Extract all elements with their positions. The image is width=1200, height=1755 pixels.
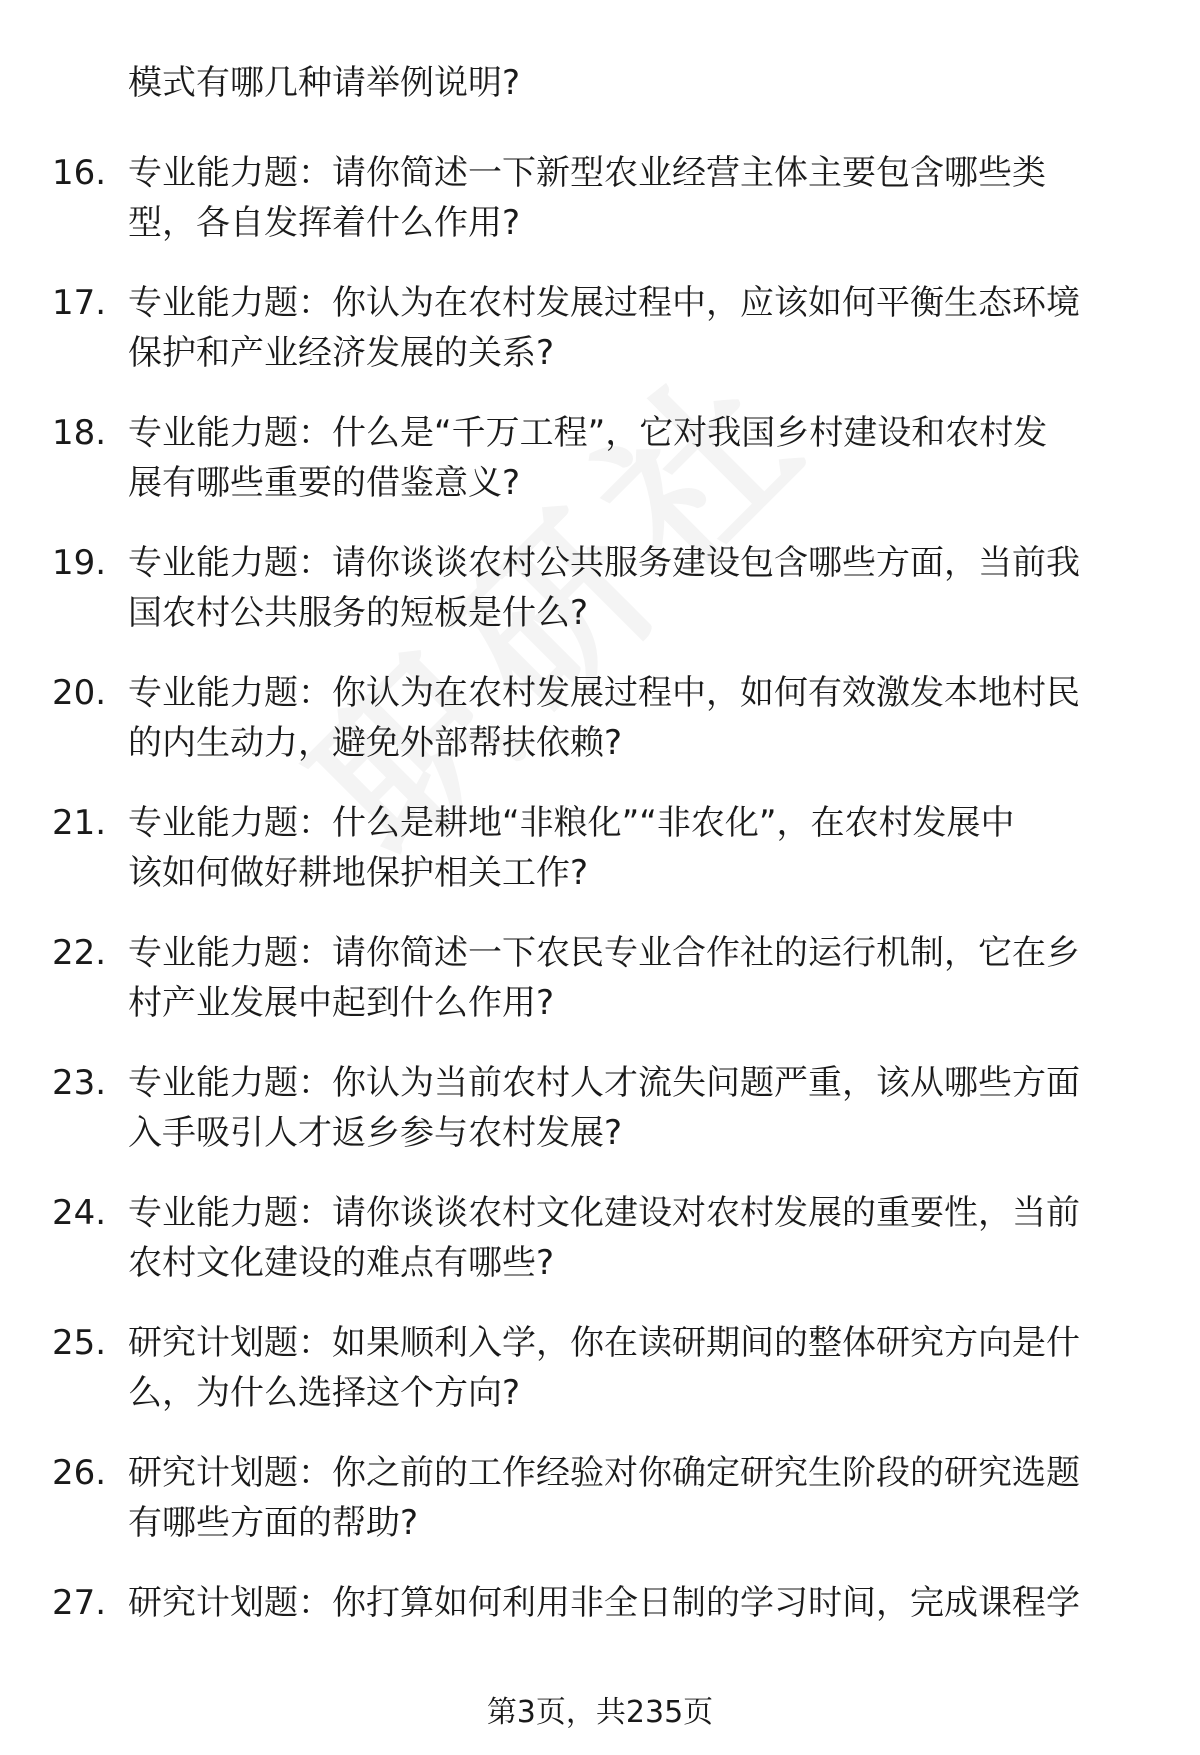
question-text-line: 专业能力题：请你谈谈农村文化建设对农村发展的重要性，当前	[128, 1193, 1080, 1233]
question-number: 27.	[52, 1583, 107, 1623]
question-number: 24.	[52, 1193, 107, 1233]
question-text-line: 展有哪些重要的借鉴意义?	[128, 463, 521, 503]
question-item	[0, 538, 1200, 668]
question-text-line: 村产业发展中起到什么作用?	[128, 983, 555, 1023]
question-item	[0, 1578, 1200, 1708]
question-text-line: 农村文化建设的难点有哪些?	[128, 1243, 555, 1283]
question-text-line: 专业能力题：你认为当前农村人才流失问题严重，该从哪些方面	[128, 1063, 1080, 1103]
question-item	[0, 668, 1200, 798]
question-text	[128, 1188, 1138, 1288]
question-text-line: 研究计划题：你打算如何利用非全日制的学习时间，完成课程学	[128, 1583, 1080, 1623]
question-item	[0, 1058, 1200, 1188]
question-number: 26.	[52, 1453, 107, 1493]
question-text	[128, 1058, 1138, 1158]
question-list	[0, 148, 1200, 1708]
question-text	[128, 148, 1138, 248]
question-text	[128, 798, 1138, 898]
question-text	[128, 1448, 1138, 1548]
question-text-line: 专业能力题：你认为在农村发展过程中，如何有效激发本地村民	[128, 673, 1080, 713]
question-text-line: 么，为什么选择这个方向?	[128, 1373, 521, 1413]
question-number: 21.	[52, 803, 107, 843]
question-item	[0, 1318, 1200, 1448]
question-text	[128, 278, 1138, 378]
question-text-line: 型，各自发挥着什么作用?	[128, 203, 521, 243]
question-text-line: 研究计划题：你之前的工作经验对你确定研究生阶段的研究选题	[128, 1453, 1080, 1493]
question-item	[0, 928, 1200, 1058]
question-number: 18.	[52, 413, 107, 453]
question-text-line: 该如何做好耕地保护相关工作?	[128, 853, 589, 893]
question-item	[0, 798, 1200, 928]
question-number: 23.	[52, 1063, 107, 1103]
question-text-line: 专业能力题：请你谈谈农村公共服务建设包含哪些方面，当前我	[128, 543, 1080, 583]
continued-question-text: 模式有哪几种请举例说明?	[128, 63, 521, 103]
question-text-line: 有哪些方面的帮助?	[128, 1503, 419, 1543]
question-item	[0, 278, 1200, 408]
question-text-line: 研究计划题：如果顺利入学，你在读研期间的整体研究方向是什	[128, 1323, 1080, 1363]
question-text	[128, 408, 1138, 508]
question-number: 17.	[52, 283, 107, 323]
page-footer: 第3页，共235页	[486, 1695, 714, 1730]
question-number: 19.	[52, 543, 107, 583]
question-text	[128, 668, 1138, 768]
question-number: 25.	[52, 1323, 107, 1363]
question-text-line: 入手吸引人才返乡参与农村发展?	[128, 1113, 623, 1153]
question-text	[128, 1578, 1138, 1628]
question-text-line: 专业能力题：请你简述一下农民专业合作社的运行机制，它在乡	[128, 933, 1080, 973]
question-number: 22.	[52, 933, 107, 973]
question-item	[0, 1188, 1200, 1318]
question-text	[128, 928, 1138, 1028]
question-text-line: 国农村公共服务的短板是什么?	[128, 593, 589, 633]
question-text-line: 的内生动力，避免外部帮扶依赖?	[128, 723, 623, 763]
question-text	[128, 1318, 1138, 1418]
question-text-line: 专业能力题：你认为在农村发展过程中，应该如何平衡生态环境	[128, 283, 1080, 323]
question-item	[0, 1448, 1200, 1578]
question-text	[128, 538, 1138, 638]
question-number: 16.	[52, 153, 107, 193]
question-item	[0, 148, 1200, 278]
question-number: 20.	[52, 673, 107, 713]
question-text-line: 专业能力题：请你简述一下新型农业经营主体主要包含哪些类	[128, 153, 1046, 193]
question-text-line: 专业能力题：什么是耕地“非粮化”“非农化”，在农村发展中	[128, 803, 1015, 843]
question-item	[0, 408, 1200, 538]
question-text-line: 保护和产业经济发展的关系?	[128, 333, 555, 373]
question-text-line: 专业能力题：什么是“千万工程”，它对我国乡村建设和农村发	[128, 413, 1048, 453]
